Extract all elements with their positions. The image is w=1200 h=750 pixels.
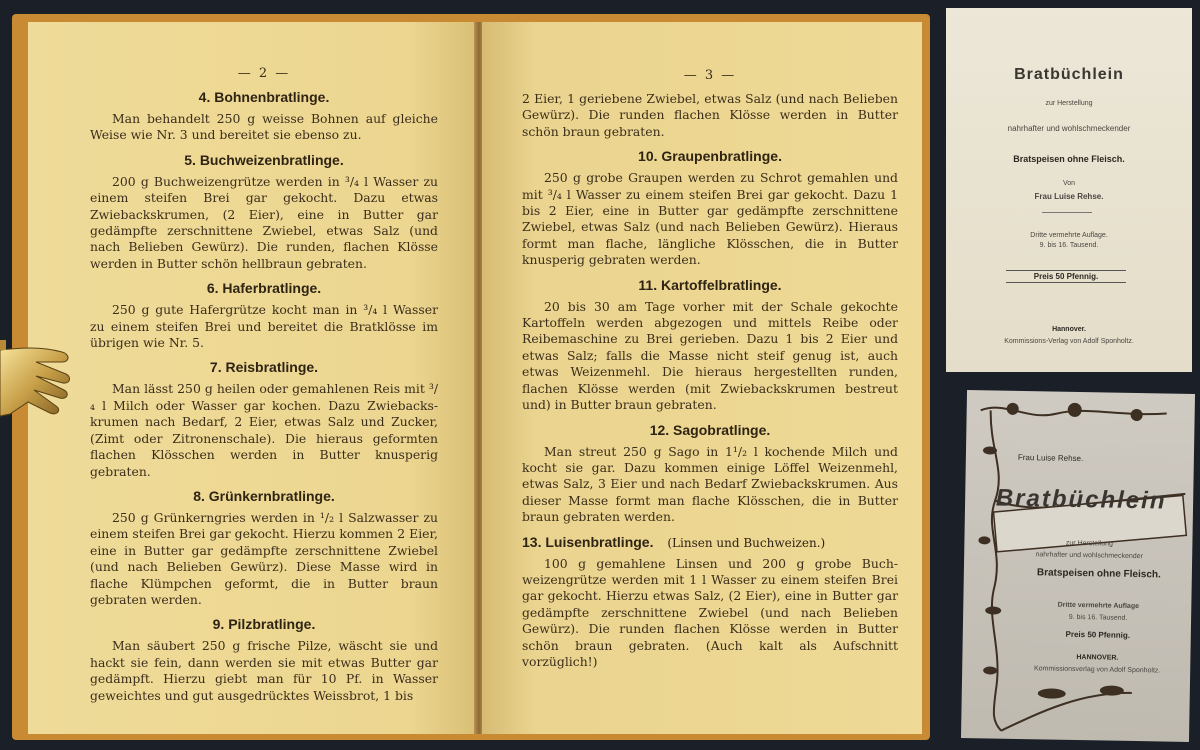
brass-hand-icon: [0, 340, 72, 460]
recipe-text: Man behandelt 250 g weisse Bohnen auf gleiche Weise wie Nr. 3 und bereitet sie ebenso zu.: [90, 111, 438, 143]
cover-edition: 9. bis 16. Tausend.: [1039, 242, 1099, 249]
recipe-heading-title: 13. Luisenbratlinge.: [522, 533, 654, 550]
cover-publisher: Kommissionsverlag von Adolf Sponholtz.: [1033, 665, 1161, 675]
art-nouveau-ornament-icon: [961, 390, 1195, 742]
cover-subtitle: Bratspeisen ohne Fleisch.: [1013, 154, 1125, 164]
cover-line: zur Herstellung: [1045, 100, 1093, 107]
right-page: [482, 22, 922, 734]
recipe-text: Man lässt 250 g heilen oder gemahlenen Reis mit ³/₄ l Milch oder Wasser gar kochen. Dazu Zwiebackskrumen nach Bedarf, 2 Eier, etwas Salz und Zucker, (Zimt oder Zitronenschale). Die hieraus geformten flachen Klösschen werden in Butter knusperig gebraten.: [90, 381, 438, 479]
cover-price: Preis 50 Pfennig.: [1065, 629, 1131, 640]
recipe-text: 200 g Buchweizengrütze werden in ³/₄ l Wasser zu einem steifen Brei gar gekocht. Dazu etwas Zwiebackskrumen, (2 Eier), eine in Butter gar gedämpfte zerschnittene Zwiebel, etwas Salz (und nach Belieben Gewürz). Die runden, flachen Klösse werden in Butter schön hellbraun gebraten.: [90, 173, 438, 271]
cover-edition: Dritte vermehrte Auflage: [1057, 601, 1140, 611]
recipe-heading: 8. Grünkernbratlinge.: [193, 487, 335, 504]
cover-price: Preis 50 Pfennig.: [1006, 270, 1126, 283]
page-number: — 2 —: [237, 66, 291, 81]
recipe-heading: 4. Bohnenbratlinge.: [198, 89, 330, 105]
cover-edition: 9. bis 16. Tausend.: [1068, 613, 1128, 622]
recipe-heading-sub: (Linsen und Buchweizen.): [667, 535, 826, 550]
recipe-heading: 12. Sagobratlinge.: [649, 421, 771, 438]
recipe-text: 20 bis 30 am Tage vorher mit der Schale gekochte Kartoffeln werden abgezogen und mittels Reibe oder Reibemaschine zu Brei gerieben. Dazu 1 bis 2 Eier und etwas Salz; falls die Masse nicht steif genug ist, auch etwas Weizenmehl. Die hieraus hergestellten runden, flachen Klösse werden (mit Zwiebackskrumen bestreut und) in Butter braun gebraten.: [522, 298, 898, 413]
continuation-text: 2 Eier, 1 geriebene Zwiebel, etwas Salz (und nach Belieben Gewürz). Die runden flachen Klösse werden in Butter schön braun gebraten.: [522, 91, 898, 139]
recipe-heading: 9. Pilzbratlinge.: [212, 616, 316, 633]
cover-title: Bratbüchlein: [995, 484, 1167, 515]
cover-subtitle: Bratspeisen ohne Fleisch.: [1036, 567, 1161, 581]
recipe-text: 250 g Grünkerngries werden in ¹/₂ l Salzwasser zu einem steifen Brei gar gekocht. Hierzu kommen 2 Eier, eine in Butter gar gedämpfte zerschnittene Zwiebel (und nach Belieben Gewürz). Diese Masse wird in flache Klümpchen geformt, die in Butter braun gebraten werden.: [90, 509, 438, 607]
recipe-text: 250 g grobe Graupen werden zu Schrot gemahlen und mit ³/₄ l Wasser zu einem steifen Brei gar gekocht. Dazu 1 bis 2 Eier, eine in Butter gar gedämpfte zerschnittene Zwiebel, etwas Salz (und nach Belieben Gewürz). Hieraus formt man flache, längliche Klösschen, die in Butter knusperig gebraten werden.: [522, 170, 898, 268]
recipe-text: Man streut 250 g Sago in 1¹/₂ l kochende Milch und kocht sie gar. Dazu kommen einige Löffel Weizenmehl, etwas Salz, 3 Eier und nach Bedarf Zwiebackskrumen. Aus dieser Masse formt man flache Klösschen, die in Butter braun gebraten werden.: [522, 443, 898, 525]
recipe-heading: 6. Haferbratlinge.: [206, 280, 322, 297]
recipe-heading: 10. Graupenbratlinge.: [638, 148, 782, 165]
cover-photo-bottom: [961, 390, 1195, 742]
open-booklet: [12, 14, 930, 740]
cover-author: Frau Luise Rehse.: [1034, 192, 1104, 201]
recipe-heading-luisen: [522, 534, 898, 550]
cover-title: Bratbüchlein: [1014, 66, 1124, 83]
cover-city: HANNOVER.: [1076, 653, 1119, 662]
recipe-heading: 5. Buchweizenbratlinge.: [184, 151, 344, 168]
cover-publisher: Kommissions-Verlag von Adolf Sponholtz.: [1004, 338, 1134, 345]
recipe-text: 250 g gute Hafergrütze kocht man in ³/₄ l Wasser zu einem steifen Brei und bereitet die Bratklösse im übrigen wie Nr. 5.: [90, 302, 438, 351]
cover-edition: Dritte vermehrte Auflage.: [1030, 232, 1108, 239]
cover-photo-top: [946, 8, 1192, 372]
recipe-text: Man säubert 250 g frische Pilze, wäscht sie und hackt sie fein, dann werden sie mit etwas Butter gar gedämpft. Hierzu giebt man für 10 Pf. in Wasser geweichtes und gut ausgedrücktes Weissbrot, 1 bis: [90, 638, 438, 703]
left-page: [28, 22, 476, 734]
cover-author: Frau Luise Rehse.: [1017, 452, 1084, 464]
cover-city: Hannover.: [1052, 326, 1086, 333]
page-number: — 3 —: [683, 68, 737, 83]
recipe-heading: 11. Kartoffelbratlinge.: [638, 276, 782, 293]
cover-von: Von: [1062, 180, 1076, 187]
cover-line: nahrhafter und wohlschmeckender: [1007, 124, 1131, 133]
cover-line: nahrhafter und wohlschmeckender: [1035, 551, 1143, 561]
recipe-heading: 7. Reisbratlinge.: [209, 359, 319, 376]
divider: [1042, 212, 1092, 213]
recipe-text: 100 g gemahlene Linsen und 200 g grobe Buchweizengrütze werden mit 1 l Wasser zu einem steifen Brei gar gekocht. Hierzu etwas Salz, (2 Eier), eine in Butter gar gedämpfte zerschnittene Zwiebel (und nach Belieben Gewürz). Die runden flachen Klösse werden in Butter schön braun gebraten. (Auch kalt als Aufschnitt vorzüglich!): [522, 555, 898, 669]
cover-line: zur Herstellung: [1065, 539, 1113, 548]
